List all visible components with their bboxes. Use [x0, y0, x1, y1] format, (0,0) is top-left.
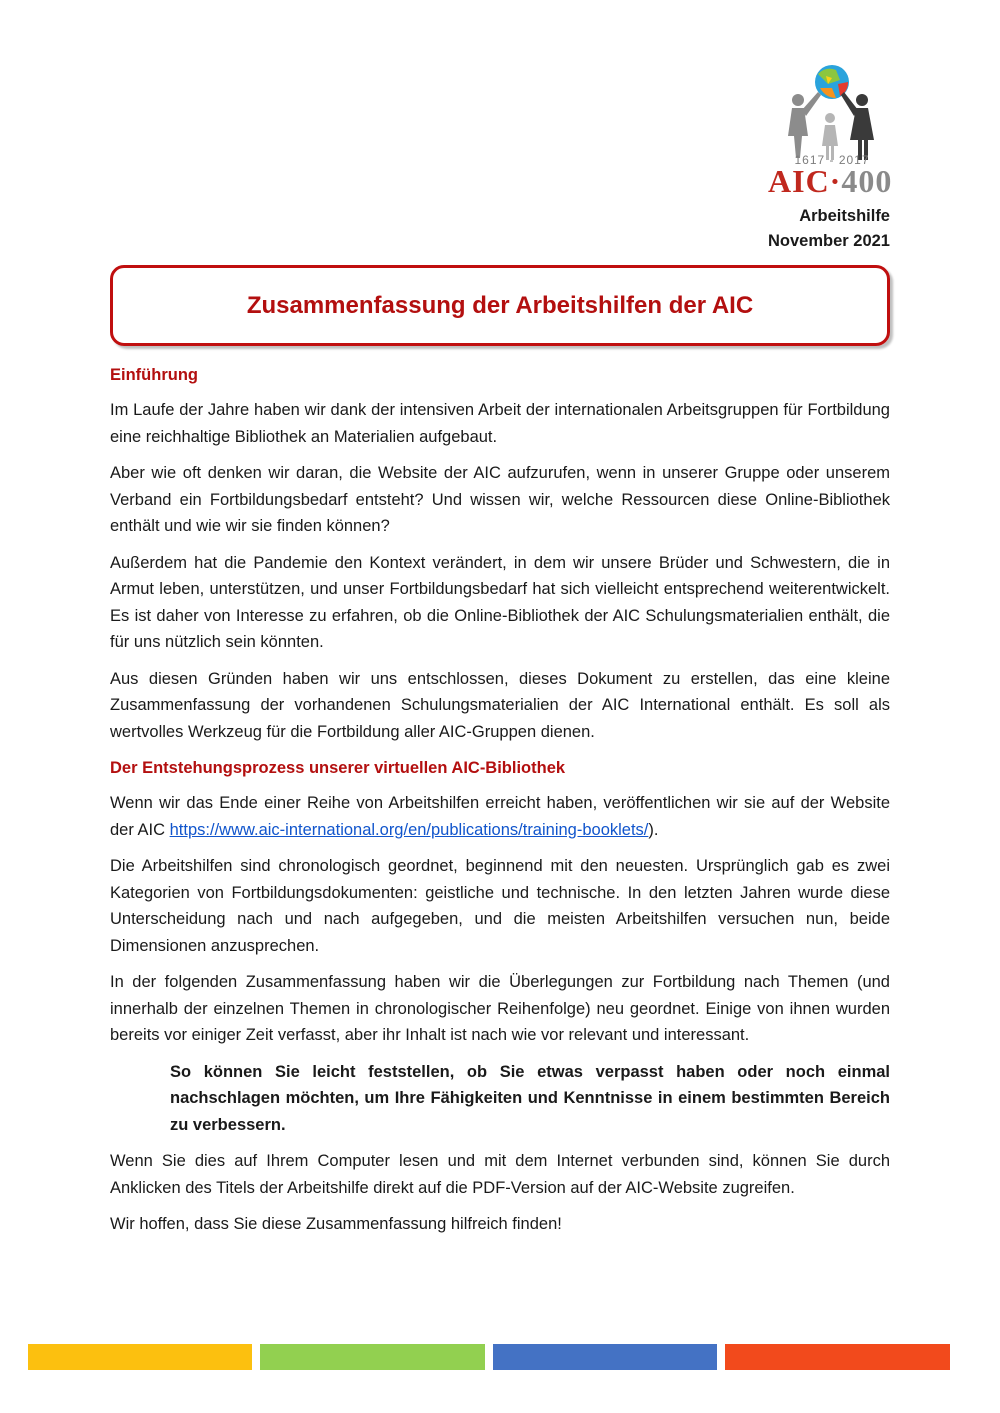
logo-years: 1617 - 2017	[794, 153, 870, 167]
logo-brand-number: 400	[841, 163, 893, 199]
doc-type: Arbeitshilfe	[799, 207, 890, 225]
footer-color-bars	[28, 1344, 950, 1370]
paragraph: Die Arbeitshilfen sind chronologisch geordnet, beginnend mit den neuesten. Ursprünglich gab es zwei Kategorien von Fortbildungsdokumenten: geistliche und technische. In den letzten Jahren wurde diese Unterscheidung nach und nach aufgegeben, und die meisten Arbeitshilfen versuchen nun, beide Dimensionen anzusprechen.	[110, 857, 890, 955]
paragraph-text: Wenn wir das Ende einer Reihe von Arbeitshilfen erreicht haben, veröffentlichen wir sie auf der Website der AIC	[110, 794, 890, 839]
paragraph: In der folgenden Zusammenfassung haben wir die Überlegungen zur Fortbildung nach Themen (und innerhalb der einzelnen Themen in chronologischer Reihenfolge) neu geordnet. Einige von ihnen wurden bereits vor einiger Zeit verfasst, aber ihr Inhalt ist nach wie vor relevant und interessant.	[110, 973, 890, 1044]
paragraph: Im Laufe der Jahre haben wir dank der intensiven Arbeit der internationalen Arbeitsgruppen für Fortbildung eine reichhaltige Bibliothek an Materialien aufgebaut.	[110, 401, 890, 446]
paragraph: Aber wie oft denken wir daran, die Website der AIC aufzurufen, wenn in unserer Gruppe oder unserem Verband ein Fortbildungsbedarf entsteht? Und wissen wir, welche Ressourcen diese Online-Bibliothek enthält und wie wir sie finden können?	[110, 464, 890, 535]
paragraph-text: ).	[648, 820, 659, 839]
paragraph: Außerdem hat die Pandemie den Kontext verändert, in dem wir unsere Brüder und Schwestern, die in Armut leben, unterstützen, und unser Fortbildungsbedarf hat sich vielleicht entsprechend weiterentwickelt. Es ist daher von Interesse zu erfahren, ob die Online-Bibliothek der AIC Schulungsmaterialien enthält, die für uns nützlich sein könnten.	[110, 553, 890, 651]
footer-bar-green	[260, 1344, 485, 1370]
figure-right	[841, 92, 874, 160]
paragraph: Aus diesen Gründen haben wir uns entschlossen, dieses Dokument zu erstellen, das eine kleine Zusammenfassung der vorhandenen Schulungsmaterialien der AIC International enthält. Es soll als wertvolles Werkzeug für die Fortbildung aller AIC-Gruppen dienen.	[110, 669, 890, 741]
logo-brand: AIC·400	[768, 163, 893, 199]
training-booklets-link[interactable]: https://www.aic-international.org/en/publications/training-booklets/	[169, 820, 649, 839]
footer-bar-yellow	[28, 1344, 252, 1370]
footer-bar-blue	[493, 1344, 717, 1370]
document-body	[110, 362, 890, 1248]
footer-bar-red	[725, 1344, 950, 1370]
title-box	[110, 265, 890, 346]
figure-left	[788, 92, 821, 158]
page-title: Zusammenfassung der Arbeitshilfen der AIC	[246, 291, 754, 319]
highlight-quote: So können Sie leicht feststellen, ob Sie etwas verpasst haben oder noch einmal nachschlagen möchten, um Ihre Fähigkeiten und Kenntnisse in einem bestimmten Bereich zu verbessern.	[170, 1062, 890, 1134]
doc-date: November 2021	[768, 232, 890, 250]
section-heading-entstehungsprozess: Der Entstehungsprozess unserer virtuellen AIC-Bibliothek	[110, 759, 566, 777]
logo-brand-text: AIC	[768, 163, 830, 199]
paragraph-with-link	[110, 790, 890, 843]
paragraph: Wenn Sie dies auf Ihrem Computer lesen und mit dem Internet verbunden sind, können Sie durch Anklicken des Titels der Arbeitshilfe direkt auf die PDF-Version auf der AIC-Website zugreifen.	[110, 1152, 890, 1197]
section-heading-einfuehrung: Einführung	[110, 366, 198, 384]
paragraph: Wir hoffen, dass Sie diese Zusammenfassung hilfreich finden!	[110, 1215, 562, 1233]
document-meta	[768, 204, 890, 254]
